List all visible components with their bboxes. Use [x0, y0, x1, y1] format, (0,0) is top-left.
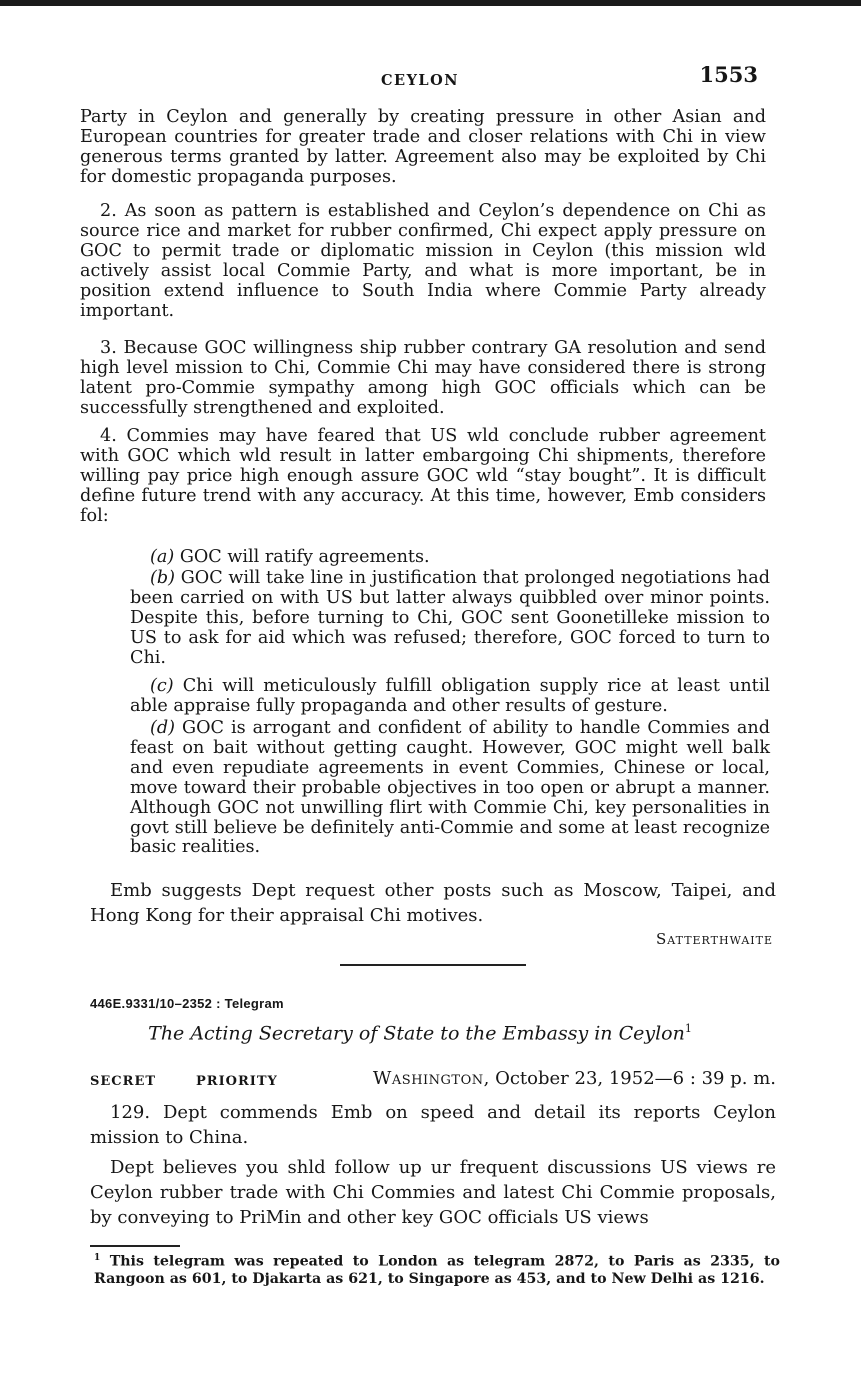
document-meta: [90, 1068, 776, 1094]
telegram-body: [90, 1100, 776, 1235]
subpoint-a-label: (a): [150, 547, 175, 567]
point-4-text: 4. Commies may have feared that US wld conclude rubber agreement with GOC which wld result in latter embargoing Chi shipments, therefore willing pay price high enough assure GOC wld “stay bought”. It is difficult define future trend with any accuracy. At this time, however, Emb considers fol:: [80, 426, 766, 526]
subpoint-c: [130, 677, 770, 717]
subpoint-d-label: (d): [150, 718, 175, 738]
closing-paragraph: Emb suggests Dept request other posts such as Moscow, Taipei, and Hong Kong for their appraisal Chi motives.: [90, 880, 776, 926]
footnote-rule: [90, 1245, 180, 1247]
top-border: [0, 0, 861, 6]
subpoint-b: [130, 569, 770, 669]
point-3-text: 3. Because GOC willingness ship rubber contrary GA resolution and send high level mission to Chi, Commie Chi may have considered there is strong latent pro-Commie sympathy among high GOC officials which can be successfully strengthened and exploited.: [80, 338, 766, 418]
classification: SECRET: [90, 1074, 157, 1089]
file-reference: 446E.9331/10–2352 : Telegram: [90, 996, 284, 1011]
subpoint-a: [130, 548, 770, 568]
document-title: [80, 1022, 760, 1044]
title-footnote-marker: 1: [684, 1022, 692, 1035]
dateline-date: , October 23, 1952—6 : 39 p. m.: [483, 1068, 776, 1089]
subpoint-c-text: Chi will meticulously fulfill obligation supply rice at least until able appraise fully propaganda and other results of gesture.: [130, 676, 770, 716]
telegram-paragraph-2: Dept believes you shld follow up ur frequent discussions US views re Ceylon rubber trade with Chi Commies and latest Chi Commie proposals, by conveying to PriMin and other key GOC officials US views: [90, 1157, 776, 1228]
point-3: [80, 339, 766, 419]
document-title-text: The Acting Secretary of State to the Embassy in Ceylon: [148, 1022, 685, 1045]
footnote: [94, 1250, 780, 1289]
telegram-paragraph-1: 129. Dept commends Emb on speed and detail its reports Ceylon mission to China.: [90, 1102, 776, 1148]
subpoint-d-text: GOC is arrogant and confident of ability to handle Commies and feast on bait without getting caught. However, GOC might well balk and even repudiate agreements in event Commies, Chinese or local, move toward their probable objectives in too open or abrupt a manner. Although GOC not unwilling flirt with Commie Chi, key personalities in govt still believe be definitely anti-Commie and some at least recognize basic realities.: [130, 718, 770, 858]
subpoint-d: [130, 719, 770, 858]
point-2: [80, 202, 766, 321]
point-2-text: 2. As soon as pattern is established and Ceylon’s dependence on Chi as source rice and market for rubber confirmed, Chi expect apply pressure on GOC to permit trade or diplomatic mission in Ceylon (this mission wld actively assist local Commie Party, and what is more important, be in position extend influence to South India where Commie Party already important.: [80, 201, 766, 321]
intro-paragraph: [80, 108, 766, 188]
section-divider: [340, 964, 526, 966]
running-head: CEYLON: [380, 72, 460, 89]
intro-text: Party in Ceylon and generally by creating pressure in other Asian and European countries for greater trade and closer relations with Chi in view generous terms granted by latter. Agreement also may be exploited by Chi for domestic propaganda purposes.: [80, 107, 766, 187]
point-4: [80, 427, 766, 527]
subpoint-a-text: GOC will ratify agreements.: [179, 547, 430, 567]
page-number: 1553: [699, 62, 758, 87]
footnote-text: This telegram was repeated to London as telegram 2872, to Paris as 2335, to Rangoon as 601, to Djakarta as 621, to Singapore as 453, and to New Delhi as 1216.: [94, 1253, 780, 1288]
subpoint-c-label: (c): [150, 676, 174, 696]
subpoint-b-label: (b): [150, 568, 175, 588]
signature: Satterthwaite: [656, 930, 773, 948]
priority-label: PRIORITY: [196, 1074, 278, 1089]
footnote-marker: 1: [94, 1253, 101, 1263]
dateline-place: Washington: [372, 1068, 484, 1089]
subpoint-b-text: GOC will take line in justification that prolonged negotiations had been carried on with US but latter always quibbled over minor points. Despite this, before turning to Chi, GOC sent Goonetilleke mission to US to ask for aid which was refused; therefore, GOC forced to turn to Chi.: [130, 568, 770, 668]
dateline: [373, 1068, 776, 1089]
page-header: [80, 62, 760, 92]
